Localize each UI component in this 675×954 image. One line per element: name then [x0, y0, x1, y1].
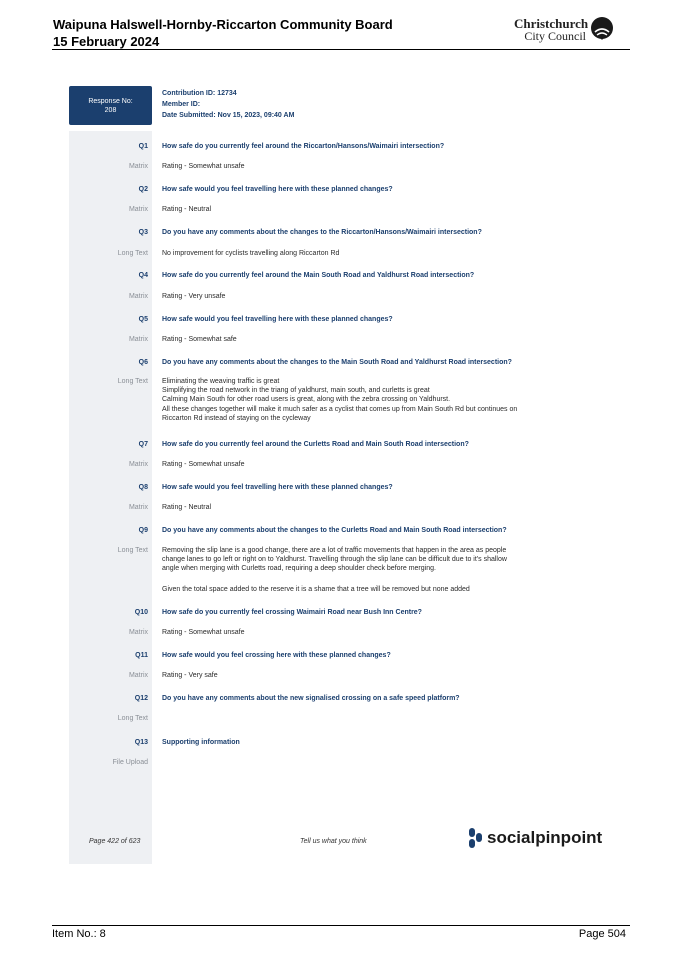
- logo-line-1: Christchurch: [514, 16, 589, 31]
- question-number: Q7: [138, 441, 148, 448]
- socialpinpoint-wordmark: socialpinpoint: [487, 828, 603, 847]
- answer-type: File Upload: [112, 759, 148, 766]
- question-text: Do you have any comments about the changes to the Curletts Road and Main South Road intersection?: [162, 527, 507, 534]
- answer-type: Matrix: [128, 672, 148, 679]
- answer-text: Rating - Somewhat unsafe: [162, 163, 245, 170]
- contribution-id: Contribution ID: 12734: [162, 90, 237, 97]
- answer-type: Matrix: [128, 163, 148, 170]
- answer-type: Long Text: [117, 547, 148, 554]
- council-logo: [514, 15, 616, 45]
- question-text: Do you have any comments about the new signalised crossing on a safe speed platform?: [162, 695, 460, 702]
- question-number: Q4: [138, 272, 148, 279]
- response-badge-label: Response No:: [88, 98, 133, 105]
- answer-type: Matrix: [128, 293, 148, 300]
- socialpinpoint-logo: [468, 827, 608, 851]
- answer-type: Matrix: [128, 206, 148, 213]
- answer-type: Matrix: [128, 336, 148, 343]
- date-submitted: Date Submitted: Nov 15, 2023, 09:40 AM: [162, 112, 295, 119]
- response-badge: [69, 86, 152, 125]
- question-text: How safe do you currently feel around the Curletts Road and Main South Road intersection?: [162, 441, 469, 448]
- question-text: How safe do you currently feel around the Main South Road and Yaldhurst Road intersection?: [162, 272, 475, 279]
- question-number: Q1: [138, 143, 148, 150]
- meeting-date: 15 February 2024: [53, 34, 160, 49]
- member-id: Member ID:: [162, 101, 201, 108]
- question-text: Do you have any comments about the changes to the Main South Road and Yaldhurst Road intersection?: [162, 359, 512, 366]
- document-page-number: Page 504: [578, 928, 626, 940]
- item-number: Item No.: 8: [52, 928, 106, 940]
- answer-text: Rating - Very safe: [162, 672, 218, 679]
- answer-text: Rating - Somewhat safe: [162, 336, 237, 343]
- header-divider: [52, 49, 630, 50]
- question-text: How safe would you feel crossing here with these planned changes?: [162, 652, 391, 659]
- answer-text: Rating - Neutral: [162, 504, 212, 511]
- answer-text: Rating - Neutral: [162, 206, 212, 213]
- question-text: How safe would you feel travelling here with these planned changes?: [162, 316, 393, 323]
- question-number: Q12: [134, 695, 148, 702]
- question-number: Q11: [135, 652, 148, 659]
- response-metadata: [162, 88, 294, 121]
- question-text: How safe do you currently feel around the Riccarton/Hansons/Waimairi intersection?: [162, 143, 445, 150]
- answer-text: Rating - Somewhat unsafe: [162, 629, 245, 636]
- answer-type: Long Text: [117, 715, 148, 722]
- question-number: Q9: [138, 527, 148, 534]
- answer-text: Removing the slip lane is a good change, there are a lot of traffic movements that happen in the area as people change lanes to go left or right on to Yaldhurst. Travelling through the slip lane can be difficult due to it's shallow angle when merging with Curletts road, requiring a deep shoulder check before merging.: [162, 547, 507, 573]
- answer-type: Long Text: [117, 378, 148, 385]
- answer-text: No improvement for cyclists travelling along Riccarton Rd: [162, 250, 340, 257]
- question-text: How safe would you feel travelling here with these planned changes?: [162, 484, 393, 491]
- question-text: How safe would you feel travelling here with these planned changes?: [162, 186, 393, 193]
- question-number: Q13: [134, 739, 148, 746]
- answer-text: Rating - Somewhat unsafe: [162, 461, 245, 468]
- answer-type: Long Text: [117, 250, 148, 257]
- question-number: Q10: [134, 609, 148, 616]
- question-number: Q6: [138, 359, 148, 366]
- question-label-column: [69, 131, 152, 864]
- question-number: Q5: [138, 316, 148, 323]
- footer-divider: [52, 925, 630, 926]
- socialpinpoint-icon: [468, 827, 484, 849]
- council-emblem-icon: [590, 16, 614, 42]
- board-name: Waipuna Halswell-Hornby-Riccarton Community Board: [53, 17, 393, 32]
- logo-line-2: City Council: [524, 29, 586, 43]
- question-text: How safe do you currently feel crossing Waimairi Road near Bush Inn Centre?: [162, 609, 422, 616]
- question-text: Supporting information: [162, 739, 240, 746]
- question-text: Do you have any comments about the changes to the Riccarton/Hansons/Waimairi intersection?: [162, 229, 482, 236]
- report-tagline: Tell us what you think: [300, 838, 367, 845]
- answer-type: Matrix: [128, 504, 148, 511]
- report-page-number: Page 422 of 623: [89, 838, 141, 845]
- question-number: Q8: [138, 484, 148, 491]
- answer-type: Matrix: [128, 629, 148, 636]
- answer-text: Eliminating the weaving traffic is great Simplifying the road network in the triang of yaldhurst, main south, and curletts is great Calming Main South for other road users is great, along with the zebra crossing on Yaldhurst. All these changes together will make it much safer as a cyclist that comes up from Main South Rd but continues on Riccarton Rd instead of staying on the cycleway: [162, 378, 518, 422]
- response-badge-number: 208: [104, 107, 117, 114]
- document-header: [53, 16, 393, 50]
- question-number: Q3: [138, 229, 148, 236]
- answer-text: Given the total space added to the reserve it is a shame that a tree will be removed but none added: [162, 586, 470, 593]
- answer-type: Matrix: [128, 461, 148, 468]
- question-number: Q2: [138, 186, 148, 193]
- answer-text: Rating - Very unsafe: [162, 293, 226, 300]
